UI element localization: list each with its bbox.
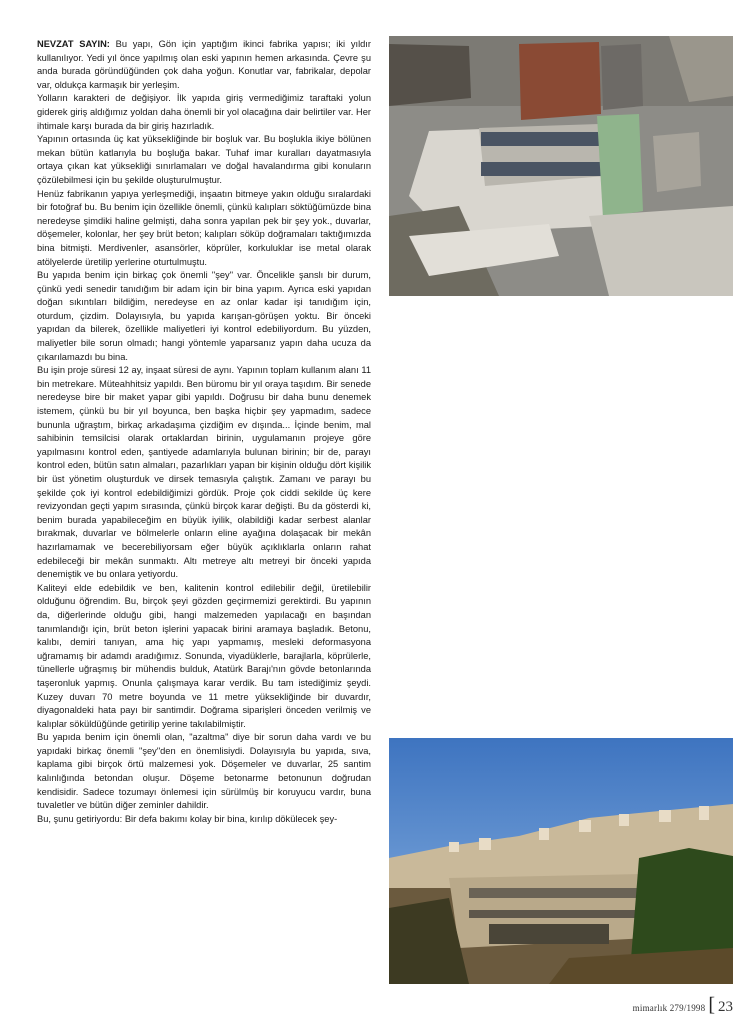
article-column — [37, 38, 371, 826]
article-paragraph-7: Kaliteyi elde edebildik ve ben, kalitenin kontrol edilebilir değil, üretilebilir olduğunu öğrendim. Bu, birçok şeyi gözden geçirmemizi gerektirdi. Bu yapının da, diğerlerinde olduğu gibi, hangi malzemeden yapılacağı en başından tanımlandığı için, brüt beton işlerini yapacak birini aramaya başladık. Betonu, kalıbı, demiri tanıyan, ama hiç yapı yapmamış, mesleki deformasyona uğramamış bir adamdı aradığımız. Sonunda, viyadüklerle, barajlarla, köprülerle, tünellerle uğraşmış bir mühendis bulduk, Atatürk Barajı'nın gövde betonlarında taşeronluk yapmış. Onunla çalışmaya karar verdik. Bu tam istediğimiz şeydi. Kuzey duvarı 70 metre boyunda ve 11 metre yüksekliğinde bir duvardır, diyagonaldeki hata payı bir santimdir. Doğrama siparişleri önceden verilmiş ve kalıplar söküldüğünde getirilip yerine takılabilmiştir. — [37, 582, 371, 729]
article-paragraph-5: Bu yapıda benim için birkaç çok önemli "şey" var. Öncelikle şanslı bir durum, çünkü yedi senedir tanıdığım bir adam için bir bina yapım. Ayrıca eski yapıdan doğan sıkıntıları bildiğim, neredeyse en az onlar kadar işi tanıdığım için, oturdum, çizdim. Dolayısıyla, bu yapıda karışan-görüşen yoktu. Bir önceki yapıdan da bilerek, özellikle maliyetleri iyi kontrol edebiliyordum. Bu yüzden, maliyetler bile sorun olmadı; hangi yöntemle yaparsanız yapın daha ucuza da çıkarılamazdı bu bina. — [37, 270, 371, 362]
speaker-name: NEVZAT SAYIN: — [37, 39, 110, 49]
article-paragraph-4: Henüz fabrikanın yapıya yerleşmediği, inşaatın bitmeye yakın olduğu sıralardaki bir fotoğraf bu. Bu benim için özellikle önemli, çünkü kalıpları söktüğümüzde bina neredeyse şimdiki haline gelmişti, daha sonra yapılan pek bir şey yok., duvarlar, döşemeler, kolonlar, her şey brüt beton; kalıpları söküp doğramaları taktığımızda bina bitmişti. Merdivenler, asansörler, köprüler, korkuluklar ise metal olarak atölyelerde üretilip yerlerine oturtulmuştu. — [37, 188, 371, 267]
page-number: 23 — [718, 999, 733, 1015]
article-paragraph-2: Yolların karakteri de değişiyor. İlk yapıda giriş vermediğimiz taraftaki yolun giderek giriş aldığımız yoldan daha önemli bir yol olacağına dair belirtiler var. Her ihtimale karşı burada da bir giriş hazırladık. — [37, 93, 371, 131]
article-paragraph-9: Bu, şunu getiriyordu: Bir defa bakımı kolay bir bina, kırılıp dökülecek şey- — [37, 813, 338, 824]
article-paragraph-8: Bu yapıda benim için önemli olan, "azaltma" diye bir sorun daha vardı ve bu yapıdaki birkaç önemli "şey"den en önemlisiydi. Dolayısıyla bu yapıda, sıva, kaplama gibi birçok örtü malzemesi yok. Döşemeler ve duvarlar, 25 santim kalınlığında betondan oluşur. Döşeme betonarme betonunun doğrudan kendisidir. Sadece tozumayı önlemesi için sürülmüş bir koruyucu vardır, buna tuvaletler ve bütün diğer zeminler dahildir. — [37, 732, 371, 811]
paragraph-1-text: Bu yapı, Gön için yaptığım ikinci fabrika yapısı; iki yıldır kullanılıyor. Yedi yıl önce yapılmış olan eski yapının hemen arkasında. Çevre şu anda burada göründüğünden çok daha yoğun. Konutlar var, fabrikalar, depolar var, oldukça karmaşık bir yerleşim. — [37, 39, 371, 90]
aerial-factory-illustration — [389, 36, 733, 296]
hillside-building-illustration — [389, 738, 733, 984]
hillside-building-photo — [389, 738, 733, 984]
issue-label: mimarlık 279/1998 — [632, 1003, 706, 1013]
article-paragraph-3: Yapının ortasında üç kat yüksekliğinde bir boşluk var. Bu boşlukla ikiye bölünen mekan bütün katlarıyla bu boşluğa bakar. Tuhaf imar kuralları dayatmasıyla ortaya çıkan kat yüksekliği sınırlamaları ve doğal havalandırma gibi konuların çözülebilmesi için bu şekilde oluşturulmuştur. — [37, 134, 371, 185]
article-paragraph-6: Bu işin proje süresi 12 ay, inşaat süresi de aynı. Yapının toplam kullanım alanı 11 bin metrekare. Müteahhitsiz yapıldı. Ben büromu bir yıl oraya taşıdım. Bir senede neredeyse bire bir maket yapar gibi yapıldı. Doğrusu bir daha bunu denemek istemem, çünkü bu bir yıl boyunca, ben başka hiçbir şey yapmadım, sadece bununla uğraştım, birkaç arkadaşıma çizdiğim ev dışında... İçinde benim, mal sahibinin temsilcisi olarak ortaklardan birinin, uygulamanın projeye göre yapılmasını kontrol eden, şantiyede adamlarıyla bulunan birinin; bir de, parayı kontrol eden, bütün satın almaları, pazarlıkları yapan bir kişinin olduğu dört kişilik bir üst yönetim oluşturduk ve dirsek temasıyla çalıştık. Zamanı ve parayı bu şekilde çok iyi kontrol edebildiğimizi gördük. Proje çok ciddi sekilde üç kere revizyondan geçti yapım sırasında, çünkü birçok karar değişti. Bu da gösterdi ki, benim burada yapabileceğim en büyük iyilik, olabildiği kadar serbest alanlar bırakmak, duvarlar ve bölmelerle onların eline ayağına dolaşacak bir mekân hazırlamamak ve becerebiliyorsam eğer büyük açıklıklarla onların rahat edebileceği bir mekân sunmaktı. Altı metreye altı metreyi bir önceki yapıda denemiştik ve bu onlara yetiyordu. — [37, 365, 371, 580]
page-bracket: [ — [708, 994, 715, 1016]
aerial-factory-photo — [389, 36, 733, 296]
page-footer — [632, 994, 733, 1016]
article-paragraph-1 — [37, 38, 371, 92]
